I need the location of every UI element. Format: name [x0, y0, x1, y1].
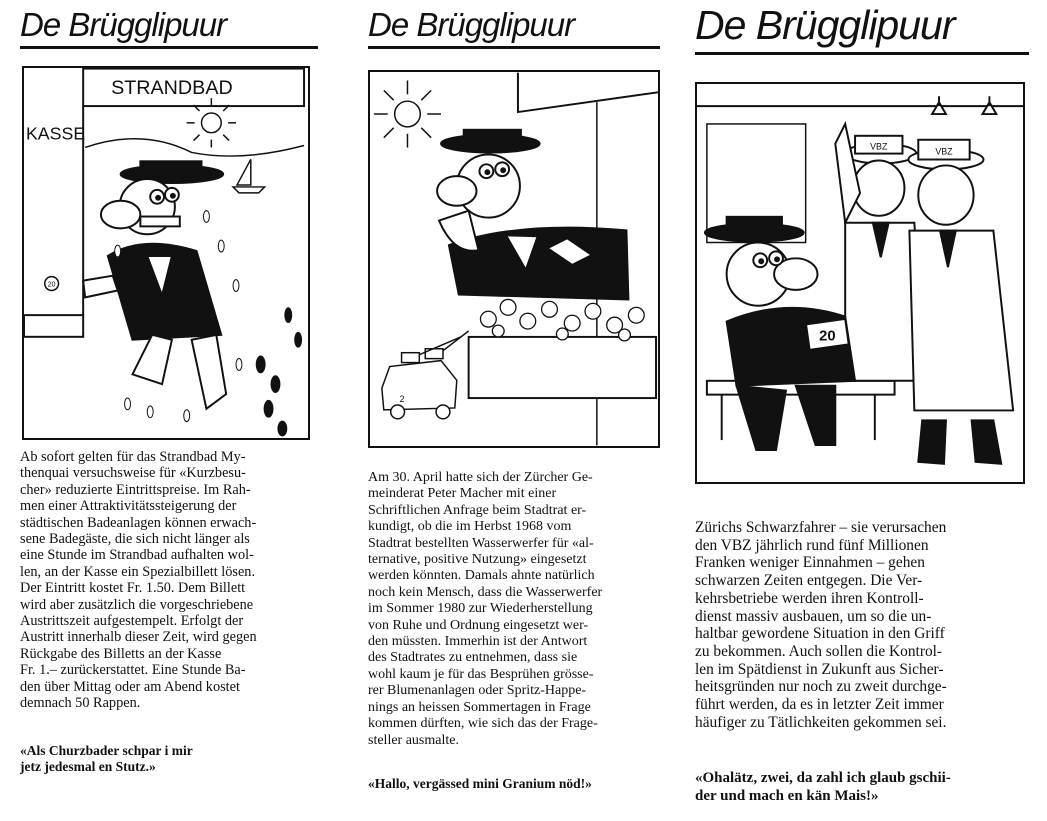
strap-icon [932, 96, 996, 114]
caption-quote: «Hallo, vergässed mini Granium nöd!» [368, 776, 592, 791]
cap-label: VBZ [870, 141, 888, 152]
passenger-figure [705, 217, 855, 450]
footprint-icon [256, 307, 302, 436]
hills [85, 139, 304, 156]
cartoon-schwarzfahrer-drawing [697, 84, 1023, 482]
sun-icon [187, 98, 236, 147]
caption-quote: «Als Churzbader schpar i mir jetz jedesmal en Stutz.» [20, 743, 193, 774]
window-frame [518, 73, 658, 112]
column-title: De Brügglipuur [368, 6, 575, 43]
cartoon-strandbad [22, 66, 310, 440]
cartoon-wasserwerfer-drawing [370, 72, 658, 446]
column-title: De Brügglipuur [20, 6, 227, 43]
cartoon-wasserwerfer [368, 70, 660, 448]
gardener-figure [437, 130, 628, 300]
sun-icon [374, 80, 441, 147]
caption-quote: «Ohalätz, zwei, da zahl ich glaub gschii- der und mach en kän Mais!» [695, 770, 951, 804]
flower-box [469, 337, 656, 398]
article-text: Ab sofort gelten für das Strandbad My- thenquai versuchsweise für «Kurzbesu- cher» reduzierte Eintrittspreise. Im Rah- men einer Attraktivitätssteigerung der städtischen Badeanlagen können erwach- sene Badegäste, die sich nicht länger als eine Stunde im Strandbad aufhalten wol- len, an der Kasse ein Spezialbillett lösen. Der Eintritt kostet Fr. 1.50. Dem Billett wird aber zusätzlich die vorgeschriebene Austrittszeit aufgestempelt. Erfolgt der Austritt innerhalb dieser Zeit, wird gegen Rückgabe des Billetts an der Kasse Fr. 1.– zurückerstattet. Eine Stunde Ba- den über Mittag oder am Abend kostet demnach 50 Rappen. [20, 449, 257, 712]
coin-icon [45, 277, 59, 291]
kasse-sign-label: KASSE [25, 123, 86, 144]
coin-label: 20 [47, 281, 56, 289]
badge-label: 20 [819, 328, 836, 345]
sailboat-icon [233, 159, 265, 193]
column-title: De Brügglipuur [695, 2, 955, 48]
title-rule [368, 46, 660, 49]
title-rule [695, 52, 1029, 55]
flower-icon [480, 299, 644, 340]
strandbad-sign-label: STRANDBAD [111, 77, 233, 100]
cartoon-strandbad-drawing [24, 68, 308, 438]
inspector-right [908, 140, 1013, 464]
cartoon-schwarzfahrer [695, 82, 1025, 484]
article-text: Am 30. April hatte sich der Zürcher Ge- meinderat Peter Macher mit einer Schriftlichen Anfrage beim Stadtrat er- kundigt, ob die im Herbst 1968 vom Stadtrat bestellten Wasserwerfer für «al- ternative, positive Nutzung» eingesetzt werden könnten. Damals ahnte natürlich noch kein Mensch, dass die Wasserwerfer im Sommer 1980 zur Wiederherstellung von Ruhe und Ordnung eingesetzt wer- den müssten. Immerhin ist der Antwort des Stadtrates zu entnehmen, dass sie wohl kaum je für das Besprühen grösse- rer Blumenanlagen oder Spritz-Happe- nings an heissen Sommertagen in Frage kommen dürften, wie sich das der Frage- steller ausmalte. [368, 470, 603, 748]
water-cannon-icon [382, 331, 469, 419]
truck-number: 2 [399, 394, 405, 405]
title-rule [20, 46, 318, 49]
cap-label: VBZ [935, 146, 953, 157]
kasse-counter [24, 315, 83, 337]
article-text: Zürichs Schwarzfahrer – sie verursachen den VBZ jährlich rund fünf Millionen Franken weniger Einnahmen – gehen schwarzen Zeiten entgegen. Die Ver- kehrsbetriebe werden ihren Kontroll- dienst massiv ausbauen, um so die un- haltbar gewordene Situation in den Griff zu bekommen. Auch sollen die Kontrol- len im Spätdienst in Zukunft aus Sicher- heitsgründen nur noch zu zweit durchge- führt werden, da es in letzter Zeit immer häufiger zu Tätlichkeiten gekommen sei. [695, 519, 947, 731]
bather-figure [83, 161, 226, 409]
